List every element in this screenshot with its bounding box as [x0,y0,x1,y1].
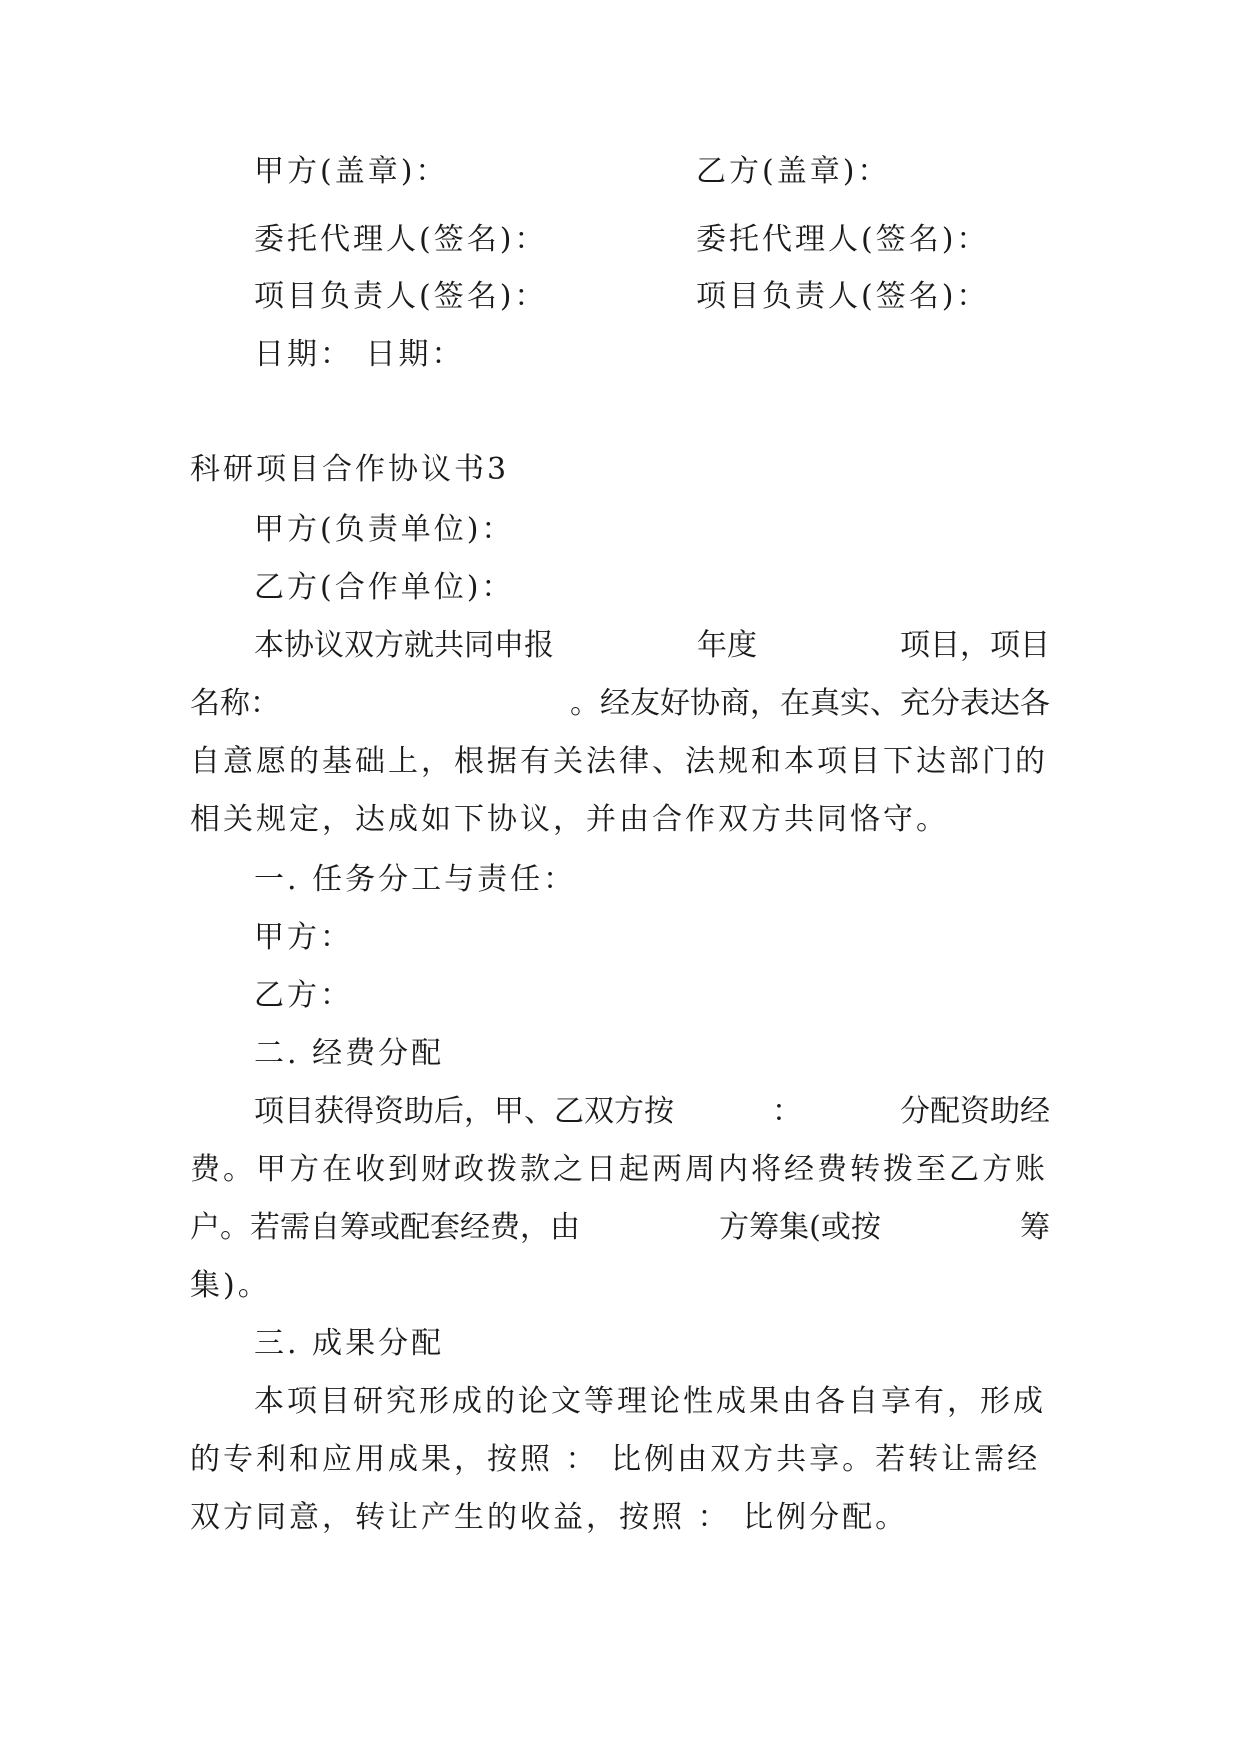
party-b-agent: 委托代理人(签名)： [696,222,990,257]
agreement-party-b: 乙方(合作单位)： [254,570,515,605]
party-b-leader: 项目负责人(签名)： [696,279,990,314]
section-2-line-1-b: ： [772,1094,802,1129]
section-3-line-1: 本项目研究形成的论文等理论性成果由各自享有，形成 [254,1384,1046,1419]
section-2-heading: 二. 经费分配 [254,1036,445,1071]
party-a-agent: 委托代理人(签名)： [254,222,548,257]
section-2-line-1-a: 项目获得资助后，甲、乙双方按 [254,1094,674,1129]
section-2-line-3 [190,1208,1050,1248]
party-a-leader: 项目负责人(签名)： [254,279,548,314]
party-b-seal: 乙方(盖章)： [696,154,891,189]
intro-line-2 [190,684,1050,724]
intro-line-1-a: 本协议双方就共同申报 [254,628,554,663]
section-3-line-2: 的专利和应用成果，按照 ： 比例由双方共享。若转让需经 [190,1442,1041,1477]
section-3-line-3: 双方同意，转让产生的收益，按照 ： 比例分配。 [190,1500,909,1535]
section-2-line-2: 费。甲方在收到财政拨款之日起两周内将经费转拨至乙方账 [190,1152,1048,1187]
section-2-line-4: 集)。 [190,1268,271,1303]
intro-line-1 [254,626,1050,666]
section-2-line-1 [254,1092,1050,1132]
section-1-party-b: 乙方： [254,978,353,1013]
intro-line-4: 相关规定，达成如下协议，并由合作双方共同恪守。 [190,802,949,837]
intro-line-1-b: 年度 [697,628,757,663]
intro-line-2-a: 名称： [190,686,280,721]
section-2-line-3-b: 方筹集(或按 [719,1210,881,1245]
intro-line-3: 自意愿的基础上，根据有关法律、法规和本项目下达部门的 [190,744,1048,779]
party-a-seal: 甲方(盖章)： [254,154,449,189]
section-2-line-1-c: 分配资助经 [900,1094,1050,1129]
intro-line-2-b: 。经友好协商，在真实、充分表达各 [570,686,1050,721]
date-line: 日期： 日期： [254,337,465,372]
agreement-title: 科研项目合作协议书3 [190,452,510,487]
section-2-line-3-a: 户。若需自筹或配套经费，由 [190,1210,580,1245]
section-1-party-a: 甲方： [254,920,353,955]
section-1-heading: 一. 任务分工与责任： [254,862,577,897]
intro-line-1-c: 项目，项目 [900,628,1050,663]
section-2-line-3-c: 筹 [1020,1210,1050,1245]
section-3-heading: 三. 成果分配 [254,1326,445,1361]
agreement-party-a: 甲方(负责单位)： [254,512,515,547]
